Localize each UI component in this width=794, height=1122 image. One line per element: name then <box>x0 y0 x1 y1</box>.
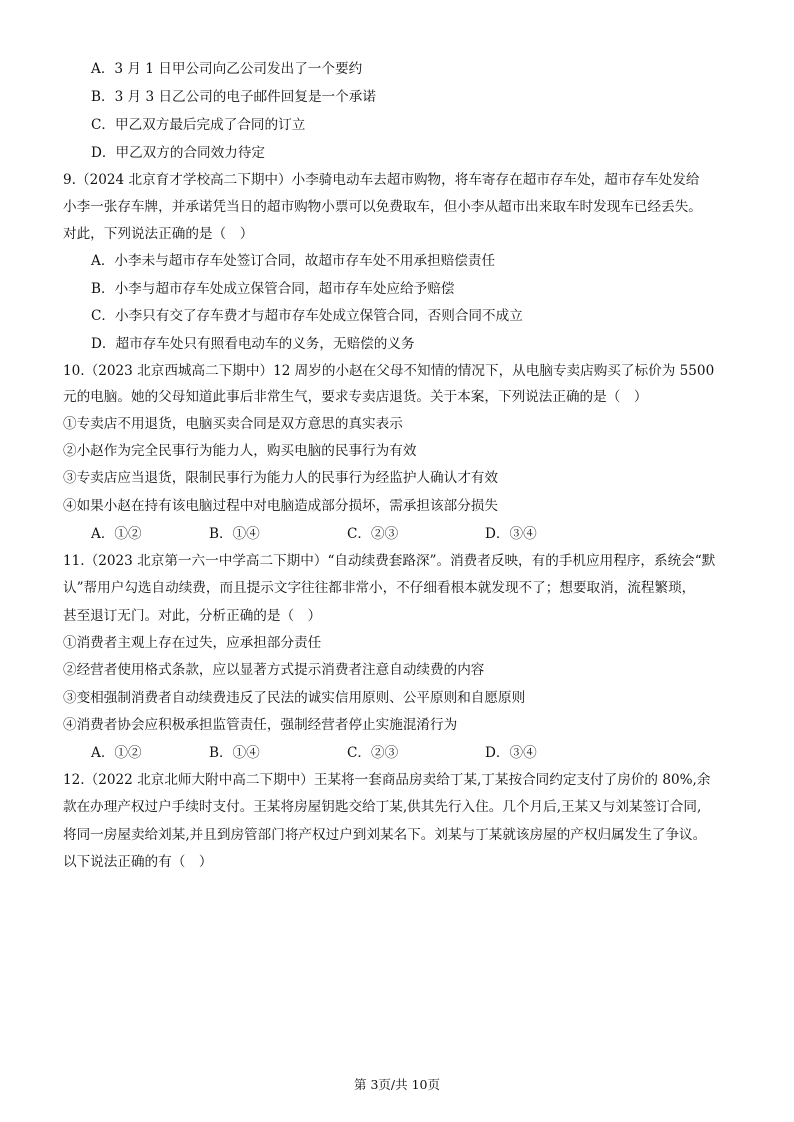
q12-stem-line-3: 将同一房屋卖给刘某,并且到房管部门将产权过户到刘某名下。刘某与丁某就该房屋的产权归属发生了争议。 <box>63 827 707 843</box>
q9-stem-line-2: 小李一张存车牌，并承诺凭当日的超市购物小票可以免费取车，但小李从超市出来取车时发现车已经丢失。 <box>63 199 702 215</box>
q11-statement-2: ②经营者使用格式条款，应以显著方式提示消费者注意自动续费的内容 <box>63 662 485 678</box>
q10-stem-line-2: 元的电脑。她的父母知道此事后非常生气，要求专卖店退货。关于本案，下列说法正确的是（ ） <box>63 389 648 405</box>
q9-stem-line-3: 对此，下列说法正确的是（ ） <box>63 226 254 242</box>
q11-choice-a: A．①② <box>91 745 142 761</box>
q10-choices-row <box>91 525 551 543</box>
q10-choice-b: B．①④ <box>209 526 260 542</box>
q9-option-d: D．超市存车处只有照看电动车的义务，无赔偿的义务 <box>91 336 415 352</box>
q9-option-b: B．小李与超市存车处成立保管合同，超市存车处应给予赔偿 <box>91 281 455 297</box>
page-footer: 第 3页/共 10页 <box>353 1077 441 1092</box>
q11-stem-line-2: 认”帮用户勾选自动续费，而且提示文字往往都非常小，不仔细看根本就发现不了；想要取消，流程繁琐， <box>63 580 696 596</box>
q9-option-c: C．小李只有交了存车费才与超市存车处成立保管合同，否则合同不成立 <box>91 308 523 324</box>
q12-stem-line-1: 12.（2022 北京北师大附中高二下期中）王某将一套商品房卖给丁某,丁某按合同约定支付了房价的 80%,余 <box>63 772 711 788</box>
q10-statement-2: ②小赵作为完全民事行为能力人，购买电脑的民事行为有效 <box>63 443 417 459</box>
q11-choice-d: D．③④ <box>485 745 537 761</box>
q11-stem-line-1: 11.（2023 北京第一六一中学高二下期中）“自动续费套路深”。消费者反映，有的手机应用程序，系统会“默 <box>63 553 716 569</box>
q8-option-c: C．甲乙双方最后完成了合同的订立 <box>91 117 306 133</box>
q11-statement-3: ③变相强制消费者自动续费违反了民法的诚实信用原则、公平原则和自愿原则 <box>63 690 526 706</box>
q10-statement-4: ④如果小赵在持有该电脑过程中对电脑造成部分损坏，需承担该部分损失 <box>63 498 498 514</box>
q10-statement-3: ③专卖店应当退货，限制民事行为能力人的民事行为经监护人确认才有效 <box>63 470 498 486</box>
q10-choice-c: C．②③ <box>347 526 399 542</box>
q12-stem-line-2: 款在办理产权过户手续时支付。王某将房屋钥匙交给丁某,供其先行入住。几个月后,王某又与刘某签订合同, <box>63 799 702 815</box>
q11-stem-line-3: 甚至退订无门。对此，分析正确的是（ ） <box>63 608 322 624</box>
q8-option-d: D．甲乙双方的合同效力待定 <box>91 145 266 161</box>
q8-option-a: A．3 月 1 日甲公司向乙公司发出了一个要约 <box>91 61 363 77</box>
q12-stem-line-4: 以下说法正确的有（ ） <box>63 854 213 870</box>
q10-choice-a: A．①② <box>91 526 142 542</box>
q11-choice-c: C．②③ <box>347 745 399 761</box>
q11-choice-b: B．①④ <box>209 745 260 761</box>
q11-statement-4: ④消费者协会应积极承担监管责任，强制经营者停止实施混淆行为 <box>63 717 458 733</box>
q11-statement-1: ①消费者主观上存在过失，应承担部分责任 <box>63 635 322 651</box>
q9-option-a: A．小李未与超市存车处签订合同，故超市存车处不用承担赔偿责任 <box>91 253 496 269</box>
q11-choices-row <box>91 744 551 762</box>
q10-statement-1: ①专卖店不用退货，电脑买卖合同是双方意思的真实表示 <box>63 416 403 432</box>
q10-choice-d: D．③④ <box>485 526 537 542</box>
q8-option-b: B．3 月 3 日乙公司的电子邮件回复是一个承诺 <box>91 89 376 105</box>
q9-stem-line-1: 9.（2024 北京育才学校高二下期中）小李骑电动车去超市购物，将车寄存在超市存车处，超市存车处发给 <box>63 172 700 188</box>
q10-stem-line-1: 10.（2023 北京西城高二下期中）12 周岁的小赵在父母不知情的情况下，从电脑专卖店购买了标价为 5500 <box>63 363 715 379</box>
